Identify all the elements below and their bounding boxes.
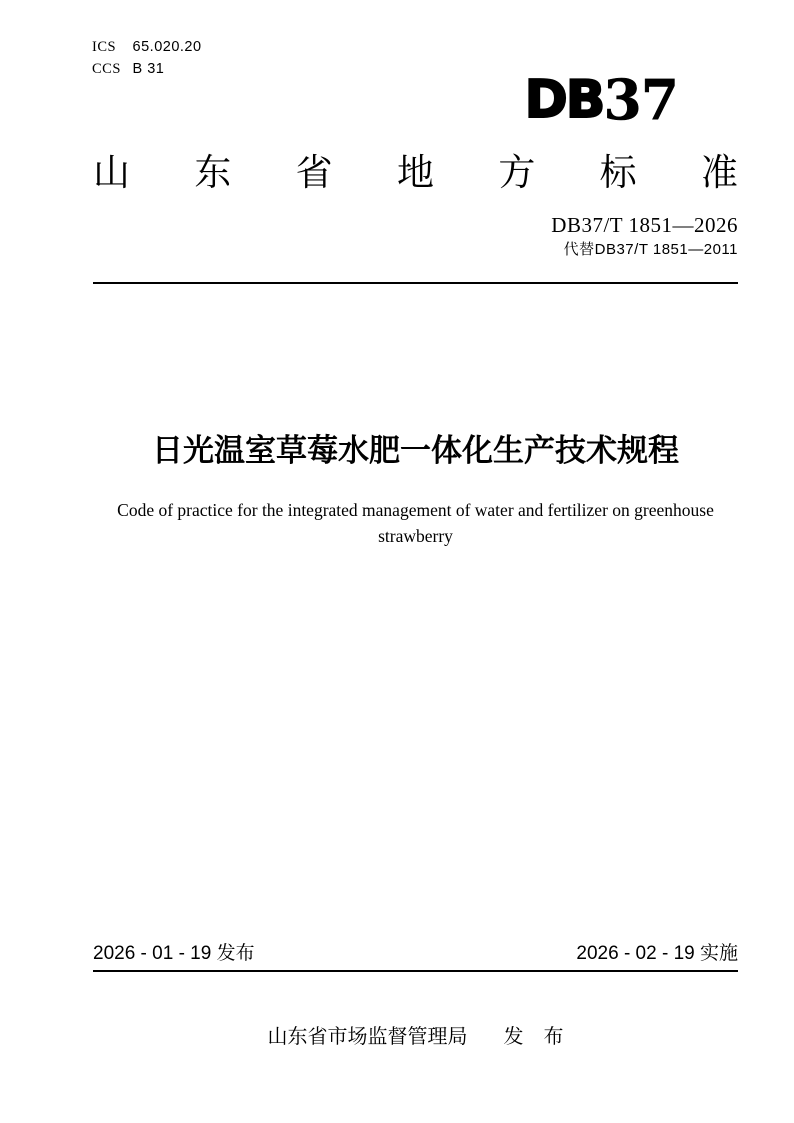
publisher-row [73,1025,758,1049]
standard-category-heading: 山东省地方标准 [93,152,738,193]
standard-number-block [93,213,738,260]
ics-line [92,36,202,58]
title-english [73,497,758,549]
ics-label: ICS [92,39,117,55]
ccs-label: CCS [92,61,121,77]
db37-logo [524,67,678,132]
issue-date: 2026 - 01 - 19 发布 [93,943,255,964]
date-row [93,943,738,965]
implement-date: 2026 - 02 - 19 实施 [576,943,738,964]
ccs-value: B 31 [132,61,165,77]
publisher-name: 山东省市场监督管理局 [267,1026,468,1048]
classification-codes [92,36,202,80]
publish-label: 发 布 [503,1026,564,1048]
db37-logo-db: DB [524,70,604,131]
title-english-line1: Code of practice for the integrated management of water and fertilizer on greenhouse [117,500,714,520]
ics-value: 65.020.20 [132,39,202,55]
ccs-line [92,58,202,80]
db37-logo-number: 37 [603,67,678,132]
replaces-note: 代替DB37/T 1851—2011 [563,241,738,258]
footer-divider-rule [93,970,738,972]
header-divider-rule [93,282,738,284]
standard-number: DB37/T 1851—2026 [551,213,738,237]
title-english-line2: strawberry [378,526,453,546]
title-chinese: 日光温室草莓水肥一体化生产技术规程 [152,433,679,468]
